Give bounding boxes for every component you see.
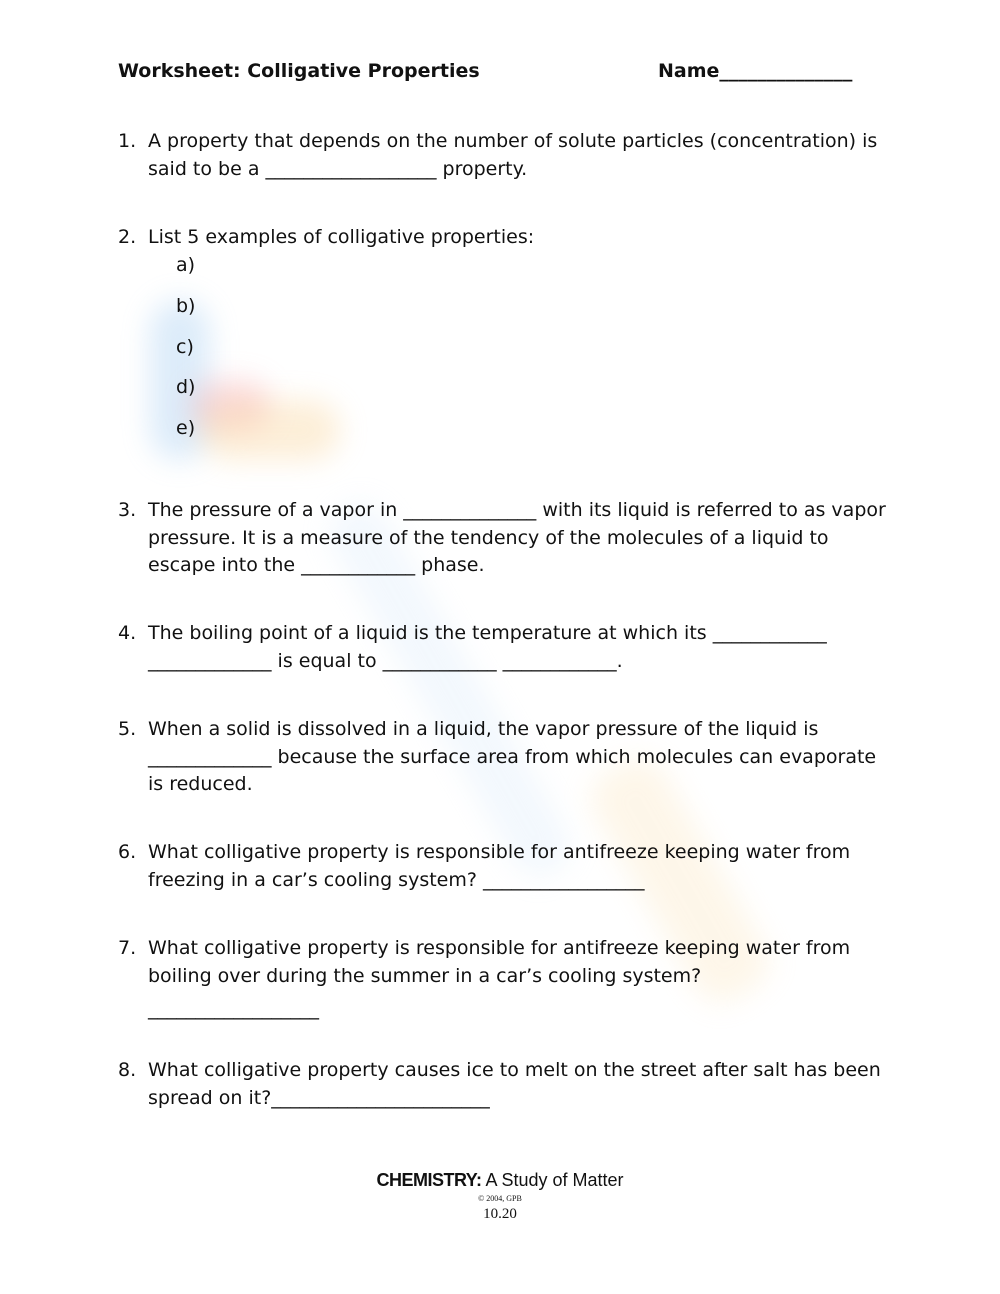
question-number: 4.	[118, 622, 137, 644]
question-2	[118, 224, 888, 252]
question-number: 1.	[118, 130, 137, 152]
question-number: 7.	[118, 937, 137, 959]
footer-brand	[0, 1170, 1000, 1191]
footer-copyright: © 2004, GPB	[478, 1194, 522, 1203]
question-text: What colligative property is responsible for antifreeze keeping water from boiling over during the summer in a car’s cooling system?	[148, 937, 851, 987]
watermark-orange	[200, 400, 340, 460]
footer-brand-bold: CHEMISTRY:	[376, 1170, 482, 1190]
question-text: The pressure of a vapor in ______________ with its liquid is referred to as vapor pressure. It is a measure of the tendency of the molecules of a liquid to escape into the ____________ phase.	[148, 499, 886, 576]
question-number: 3.	[118, 499, 137, 521]
question-text: What colligative property is responsible for antifreeze keeping water from freezing in a car’s cooling system? _________________	[148, 841, 851, 891]
question-number: 8.	[118, 1059, 137, 1081]
answer-blank[interactable]: __________________	[148, 998, 319, 1020]
question-text: List 5 examples of colligative properties:	[148, 226, 535, 248]
question-number: 5.	[118, 718, 137, 740]
list-item-e: e)	[176, 417, 196, 439]
question-4	[118, 620, 888, 675]
list-item-a: a)	[176, 254, 196, 276]
page-number: 10.20	[483, 1206, 517, 1222]
question-text: The boiling point of a liquid is the temperature at which its ____________ _____________ is equal to ____________ ____________.	[148, 622, 827, 672]
list-item-b: b)	[176, 295, 196, 317]
question-5	[118, 716, 888, 799]
list-item-c: c)	[176, 336, 194, 358]
question-3	[118, 497, 888, 580]
name-field[interactable]: Name______________	[658, 60, 853, 82]
question-6	[118, 839, 888, 894]
question-number: 6.	[118, 841, 137, 863]
question-8	[118, 1057, 888, 1112]
question-7	[118, 935, 888, 1024]
question-number: 2.	[118, 226, 137, 248]
question-text: When a solid is dissolved in a liquid, the vapor pressure of the liquid is _____________ because the surface area from which molecules can evaporate is reduced.	[148, 718, 877, 795]
question-1	[118, 128, 888, 183]
list-item-d: d)	[176, 376, 196, 398]
question-text: A property that depends on the number of solute particles (concentration) is said to be a __________________ property.	[148, 130, 878, 180]
footer-subtitle: A Study of Matter	[481, 1170, 624, 1190]
question-text: What colligative property causes ice to melt on the street after salt has been spread on it?_______________________	[148, 1059, 881, 1109]
worksheet-title: Worksheet: Colligative Properties	[118, 60, 480, 82]
